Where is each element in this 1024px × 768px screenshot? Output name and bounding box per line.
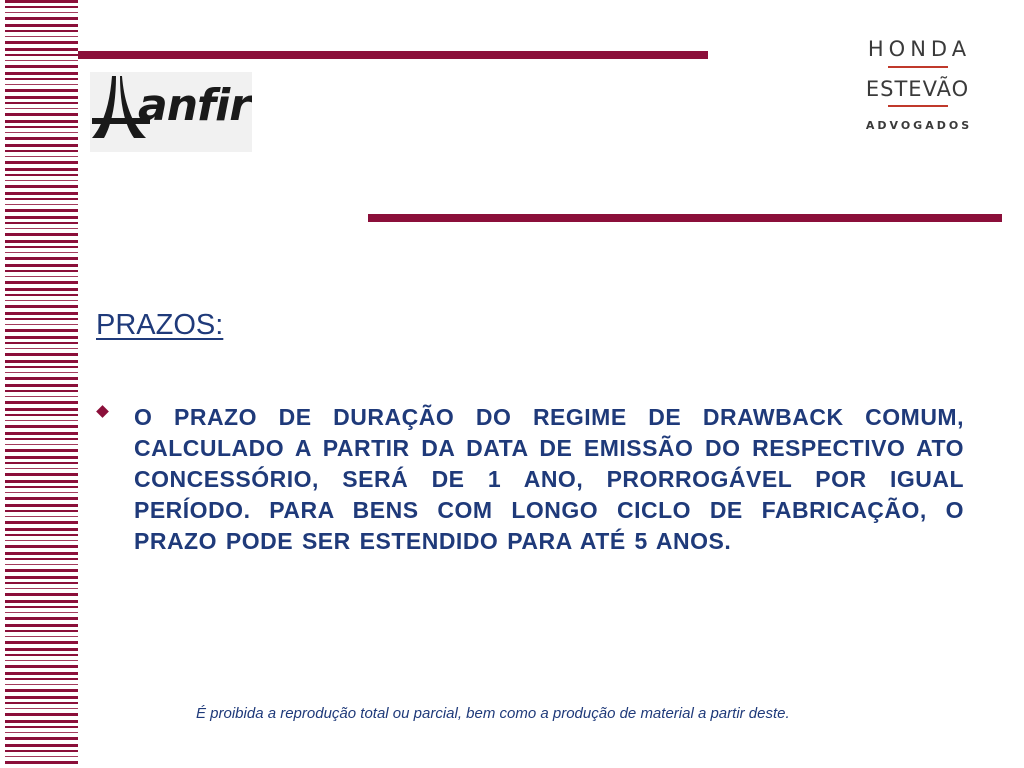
- firm-logo-line-advogados: ADVOGADOS: [865, 119, 973, 132]
- footer-disclaimer: É proibida a reprodução total ou parcial, bem como a produção de material a partir deste.: [196, 705, 790, 722]
- firm-logo-line-honda: HONDA: [867, 37, 972, 61]
- anfir-logo: [90, 72, 252, 152]
- firm-logo-rule: [888, 105, 948, 107]
- honda-estevao-logo: [860, 36, 975, 140]
- firm-logo-rule: [888, 66, 948, 68]
- top-divider-rule: [78, 51, 708, 59]
- decorative-stripe-band: [0, 0, 78, 768]
- diamond-bullet-icon: [96, 405, 109, 418]
- firm-logo-line-estevao: ESTEVÃO: [865, 77, 970, 101]
- bullet-list: [96, 402, 964, 557]
- anfir-logo-text: anfir: [138, 80, 250, 131]
- stripe-edge: [0, 0, 5, 768]
- section-title: PRAZOS:: [96, 309, 224, 341]
- bullet-text: O PRAZO DE DURAÇÃO DO REGIME DE DRAWBACK COMUM, CALCULADO A PARTIR DA DATA DE EMISSÃO DO RESPECTIVO ATO CONCESSÓRIO, SERÁ DE 1 ANO, PRORROGÁVEL POR IGUAL PERÍODO. PARA BENS COM LONGO CICLO DE FABRICAÇÃO, O PRAZO PODE SER ESTENDIDO PARA ATÉ 5 ANOS.: [134, 404, 964, 554]
- middle-divider-rule: [368, 214, 1002, 222]
- bullet-item: [96, 402, 964, 557]
